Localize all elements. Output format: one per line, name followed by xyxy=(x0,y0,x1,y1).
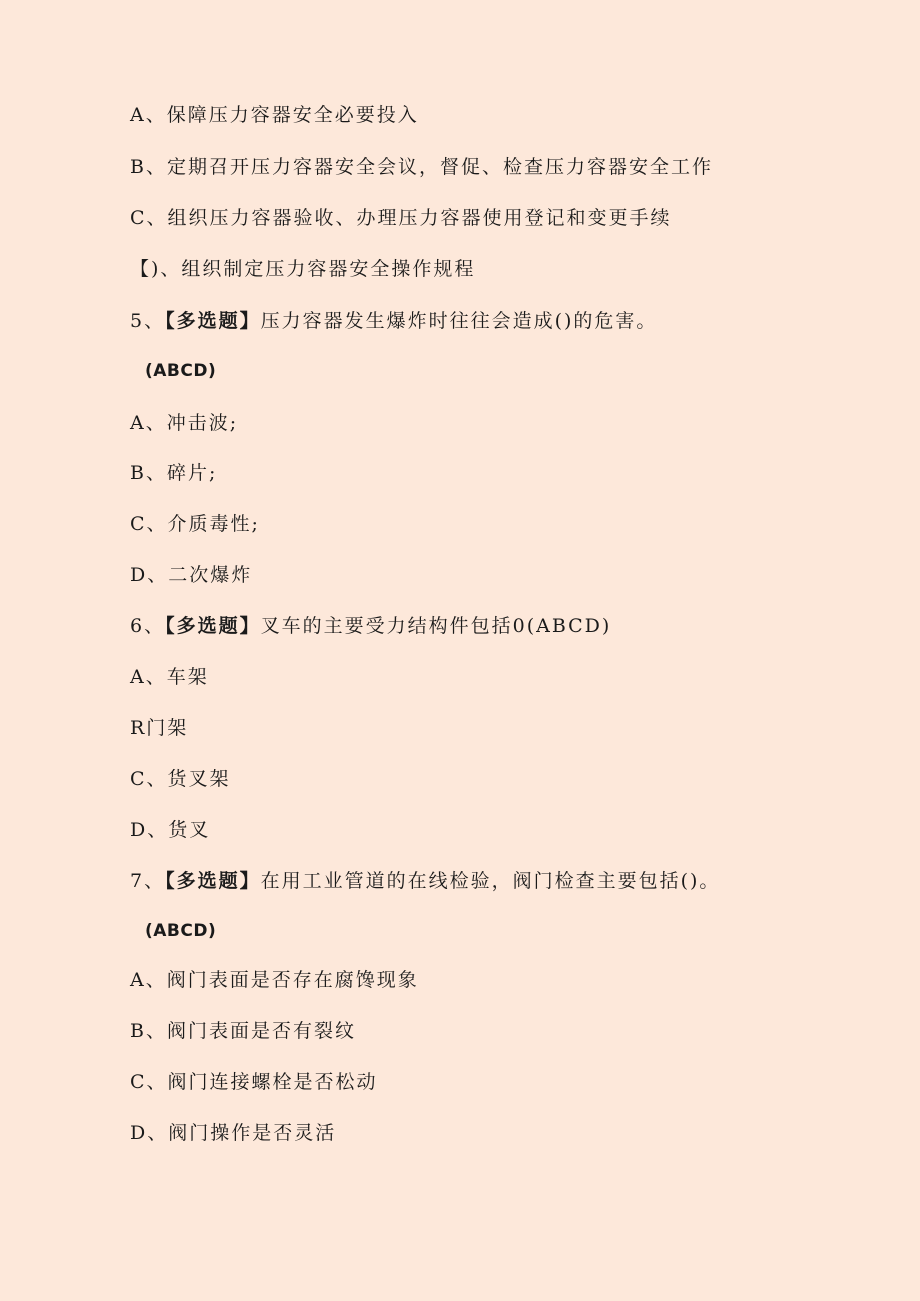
question-type-tag: 【多选题】 xyxy=(165,615,261,637)
option-c-q4: C、组织压力容器验收、办理压力容器使用登记和变更手续 xyxy=(130,207,672,229)
option-a-q6: A、车架 xyxy=(130,666,209,688)
answer-q7: (ABCD) xyxy=(145,921,217,941)
option-c-q6: C、货叉架 xyxy=(130,768,231,790)
option-c-q5: C、介质毒性; xyxy=(130,513,260,535)
question-7 xyxy=(130,868,720,894)
option-c-q7: C、阀门连接螺栓是否松动 xyxy=(130,1071,378,1093)
question-5 xyxy=(130,308,657,334)
answer-q5: (ABCD) xyxy=(145,361,217,381)
option-a-q7: A、阀门表面是否存在腐馋现象 xyxy=(130,969,419,991)
option-d-q6: D、货叉 xyxy=(130,819,211,841)
option-b-q6: R门架 xyxy=(130,717,189,739)
question-number: 5、 xyxy=(130,310,166,332)
question-type-tag: 【多选题】 xyxy=(165,870,261,892)
question-number: 6、 xyxy=(130,615,166,637)
question-stem: 压力容器发生爆炸时往往会造成()的危害。 xyxy=(260,310,658,332)
option-b-q7: B、阀门表面是否有裂纹 xyxy=(130,1020,356,1042)
question-stem: 叉车的主要受力结构件包括0(ABCD) xyxy=(260,615,612,637)
option-a-q4: A、保障压力容器安全必要投入 xyxy=(130,104,419,126)
option-b-q4: B、定期召开压力容器安全会议，督促、检查压力容器安全工作 xyxy=(130,156,713,178)
question-type-tag: 【多选题】 xyxy=(165,310,261,332)
question-stem: 在用工业管道的在线检验，阀门检查主要包括()。 xyxy=(260,870,721,892)
option-a-q5: A、冲击波; xyxy=(130,412,239,434)
option-b-q5: B、碎片; xyxy=(130,462,218,484)
option-d-q5: D、二次爆炸 xyxy=(130,564,253,586)
question-number: 7、 xyxy=(130,870,166,892)
option-d-q7: D、阀门操作是否灵活 xyxy=(130,1122,337,1144)
question-6 xyxy=(130,613,611,639)
option-d-q4: 【)、组织制定压力容器安全操作规程 xyxy=(130,258,476,280)
